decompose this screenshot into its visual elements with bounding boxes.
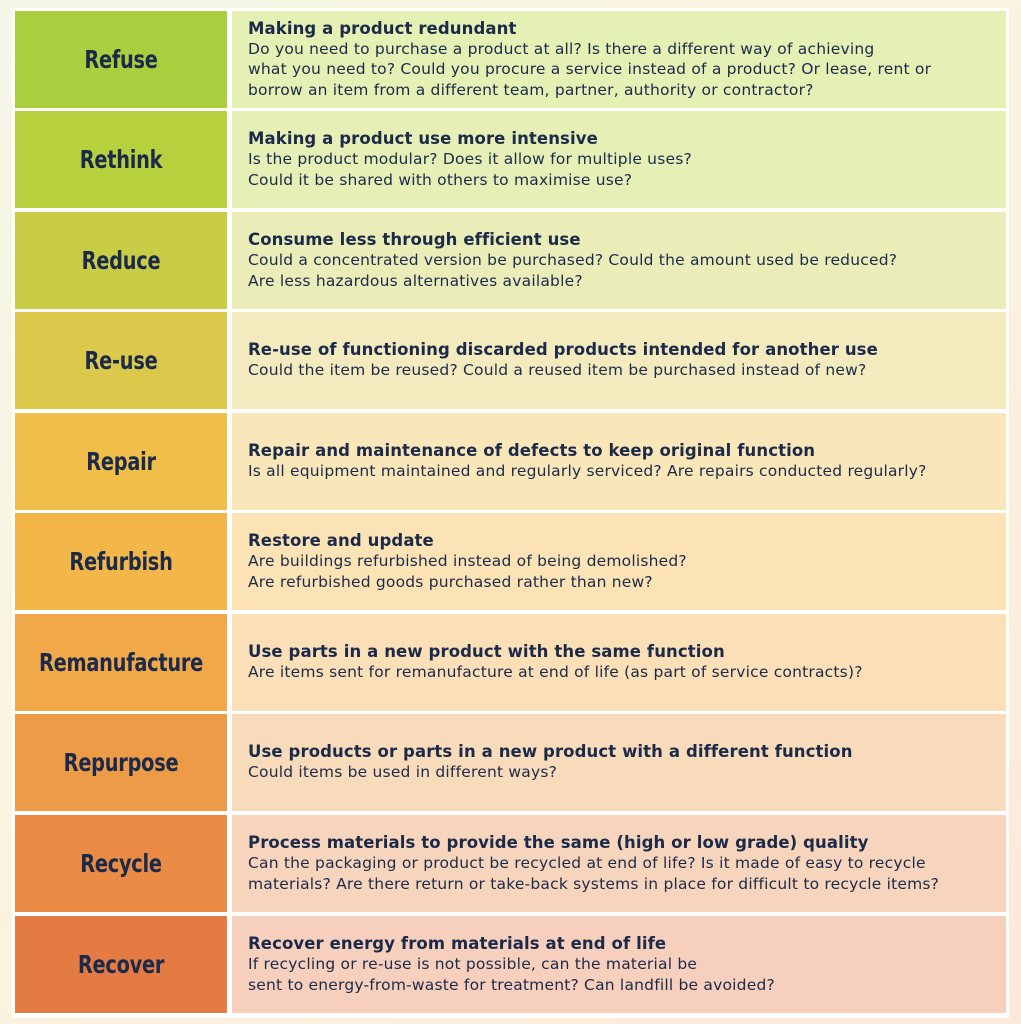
waste-hierarchy-table <box>12 8 1009 1018</box>
table-row <box>12 614 1009 711</box>
row-label: Reduce <box>81 246 161 275</box>
row-heading: Recover energy from materials at end of life <box>248 934 667 953</box>
row-heading: Re-use of functioning discarded products intended for another use <box>248 340 878 360</box>
row-body: Can the packaging or product be recycled at end of life? Is it made of easy to recycle materials? Are there return or take-back systems in place for difficult to recycle items? <box>248 854 940 893</box>
row-body: Do you need to purchase a product at all? Is there a different way of achieving what you need to? Could you procure a service instead of a product? Or lease, rent or borrow an item from a different team, partner, authority or contractor? <box>248 39 932 99</box>
description-cell <box>232 212 1006 309</box>
row-label: Refuse <box>84 45 158 74</box>
row-label: Rethink <box>79 145 163 174</box>
row-heading: Use parts in a new product with the same function <box>248 642 725 662</box>
row-body: Could the item be reused? Could a reused item be purchased instead of new? <box>248 361 867 380</box>
row-body: Are buildings refurbished instead of being demolished? Are refurbished goods purchased rather than new? <box>248 552 687 591</box>
description-cell <box>232 714 1006 811</box>
row-heading: Use products or parts in a new product with a different function <box>248 742 853 762</box>
table-row <box>12 513 1009 610</box>
table-row <box>12 815 1009 912</box>
row-body: Could a concentrated version be purchased? Could the amount used be reduced? Are less hazardous alternatives available? <box>248 251 898 290</box>
description-cell <box>232 111 1006 208</box>
table-row <box>12 111 1009 208</box>
row-body: Could items be used in different ways? <box>248 763 558 782</box>
table-row <box>12 916 1009 1013</box>
row-body: Are items sent for remanufacture at end of life (as part of service contracts)? <box>248 663 863 682</box>
row-label: Re-use <box>84 346 158 375</box>
row-label: Repair <box>86 447 156 476</box>
row-body: Is the product modular? Does it allow for multiple uses? Could it be shared with others to maximise use? <box>248 150 692 189</box>
row-heading: Making a product redundant <box>248 18 517 38</box>
row-heading: Consume less through efficient use <box>248 230 581 249</box>
row-label: Repurpose <box>63 748 179 777</box>
table-row <box>12 714 1009 811</box>
row-label: Refurbish <box>69 547 173 576</box>
description-cell <box>232 815 1006 912</box>
description-cell <box>232 312 1006 409</box>
row-label: Recover <box>77 950 165 979</box>
table-row <box>12 11 1009 108</box>
description-cell <box>232 614 1006 711</box>
description-cell <box>232 916 1006 1013</box>
description-cell <box>232 513 1006 610</box>
row-heading: Process materials to provide the same (high or low grade) quality <box>248 833 869 852</box>
row-heading: Restore and update <box>248 531 434 550</box>
row-label: Recycle <box>80 849 162 878</box>
row-body: Is all equipment maintained and regularly serviced? Are repairs conducted regularly? <box>248 462 927 481</box>
row-label: Remanufacture <box>38 648 204 677</box>
table-row <box>12 212 1009 309</box>
description-cell <box>232 11 1006 108</box>
row-body: If recycling or re-use is not possible, can the material be sent to energy-from-waste for treatment? Can landfill be avoided? <box>248 955 775 994</box>
row-heading: Repair and maintenance of defects to keep original function <box>248 441 816 461</box>
description-cell <box>232 413 1006 510</box>
row-heading: Making a product use more intensive <box>248 129 598 148</box>
table-row <box>12 312 1009 409</box>
table-row <box>12 413 1009 510</box>
